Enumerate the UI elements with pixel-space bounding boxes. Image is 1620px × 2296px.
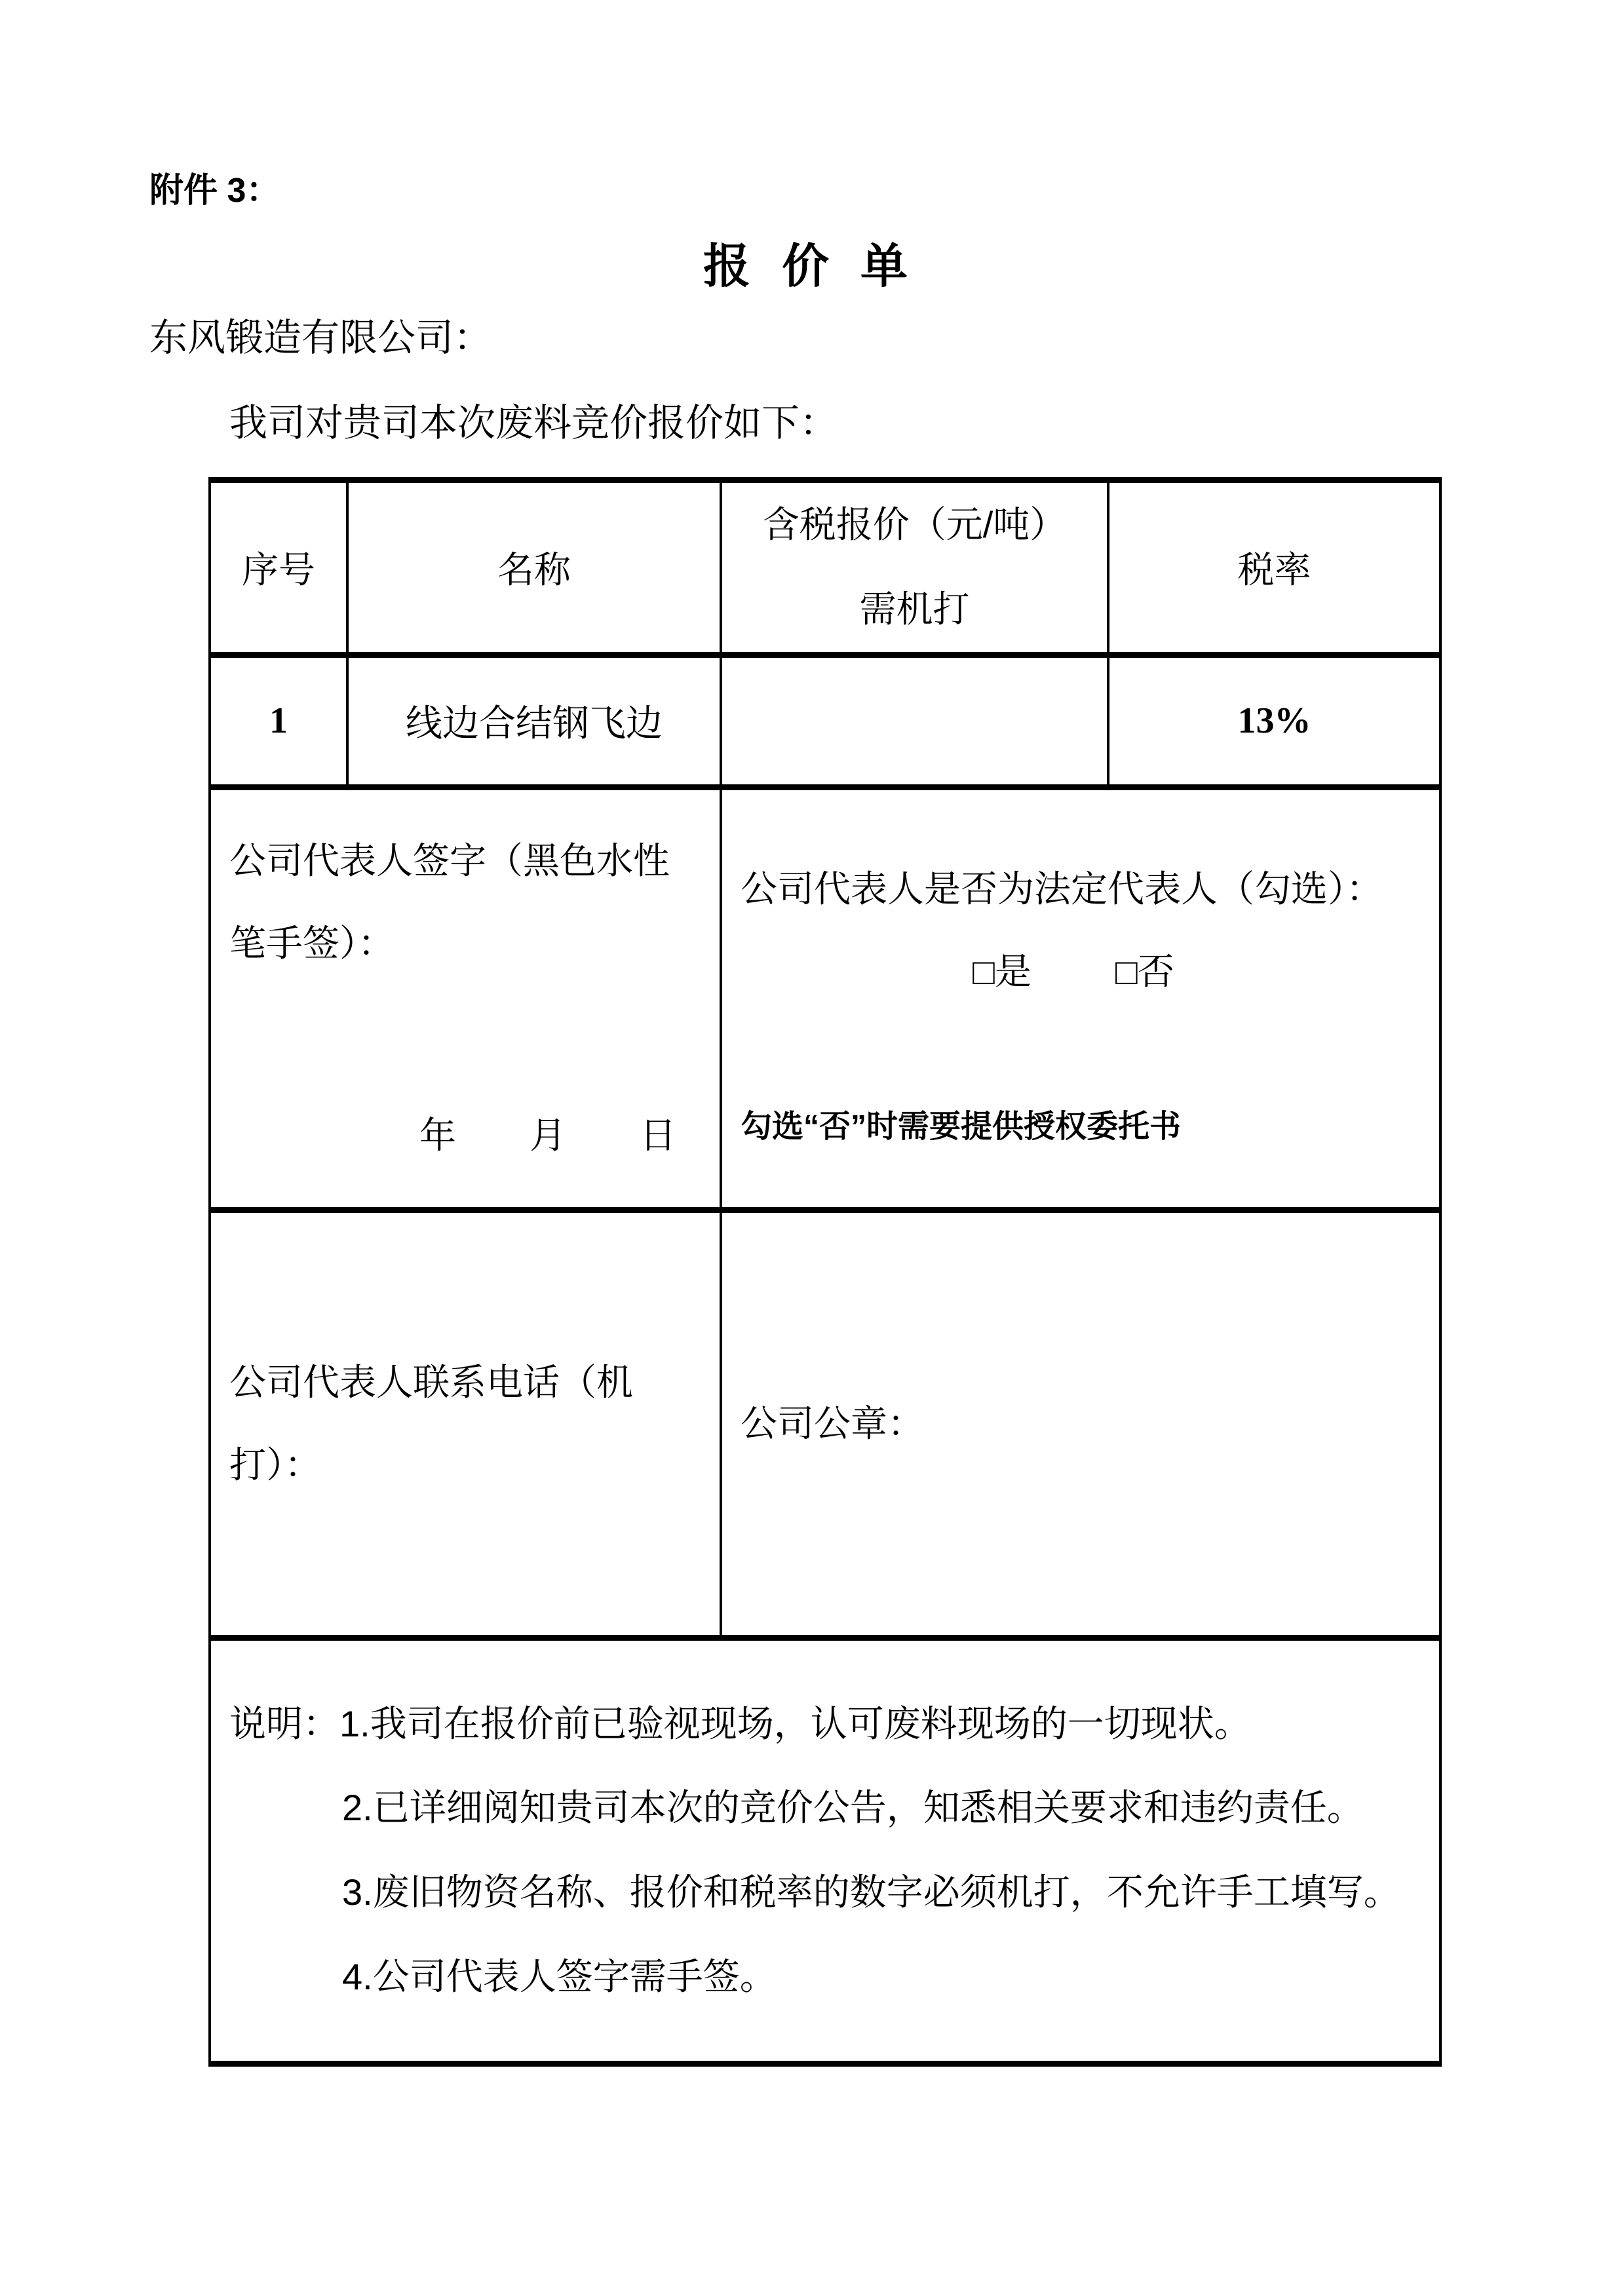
- table-row: [210, 655, 1440, 787]
- note-item: 3.废旧物资名称、报价和税率的数字必须机打，不允许手工填写。: [342, 1871, 1400, 1913]
- cell-name: 线边合结钢飞边: [347, 655, 721, 787]
- cell-index: 1: [210, 655, 347, 787]
- checkbox-yes-icon: □: [973, 951, 995, 992]
- cell-tax-rate: 13%: [1108, 655, 1440, 787]
- contact-row: [210, 1210, 1440, 1637]
- table-header-row: [210, 480, 1440, 655]
- header-name: 名称: [347, 480, 721, 655]
- notes-label: 说明：: [229, 1702, 339, 1744]
- note-item: 2.已详细阅知贵司本次的竞价公告，知悉相关要求和违约责任。: [342, 1787, 1364, 1829]
- attachment-label: 附件 3：: [149, 172, 280, 210]
- signature-row: [210, 787, 1440, 1210]
- legal-rep-question: 公司代表人是否为法定代表人（勾选）：: [741, 868, 1383, 909]
- recipient-line: 东风锻造有限公司：: [149, 316, 492, 359]
- intro-line: 我司对贵司本次废料竞价报价如下：: [229, 402, 838, 444]
- page-title: 报 价 单: [703, 240, 917, 293]
- legal-rep-cell: [721, 787, 1440, 1210]
- note-item: [229, 1682, 1421, 1767]
- checkbox-no-label: 否: [1137, 951, 1174, 992]
- note-item: 4.公司代表人签字需手签。: [342, 1955, 777, 1997]
- date-line: 年 月 日: [419, 1115, 676, 1157]
- header-price: [721, 480, 1108, 655]
- checkbox-yes-label: 是: [995, 951, 1032, 992]
- phone-label: 公司代表人联系电话（机打）：: [229, 1361, 633, 1485]
- header-tax-rate: 税率: [1108, 480, 1440, 655]
- cell-price: [721, 655, 1108, 787]
- signature-cell: [210, 787, 721, 1210]
- checkbox-yes-option: [973, 951, 1032, 992]
- authorization-note: 勾选“否”时需要提供授权委托书: [741, 1109, 1182, 1144]
- checkbox-no-option: [1115, 951, 1174, 992]
- note-item-1: 1.我司在报价前已验视现场，认可废料现场的一切现状。: [339, 1702, 1251, 1744]
- seal-cell: [721, 1210, 1440, 1637]
- legal-rep-options: [741, 930, 1406, 1013]
- header-price-line1: 含税报价（元/吨）: [762, 504, 1067, 545]
- quotation-table: [208, 477, 1442, 2067]
- phone-cell: [210, 1210, 721, 1637]
- header-price-line2: 需机打: [859, 588, 970, 630]
- notes-row: [210, 1637, 1440, 2063]
- checkbox-no-icon: □: [1115, 951, 1138, 992]
- signature-label: 公司代表人签字（黑色水性笔手签）：: [229, 840, 670, 965]
- notes-cell: [210, 1637, 1440, 2063]
- seal-label: 公司公章：: [741, 1402, 924, 1444]
- header-index: 序号: [210, 480, 347, 655]
